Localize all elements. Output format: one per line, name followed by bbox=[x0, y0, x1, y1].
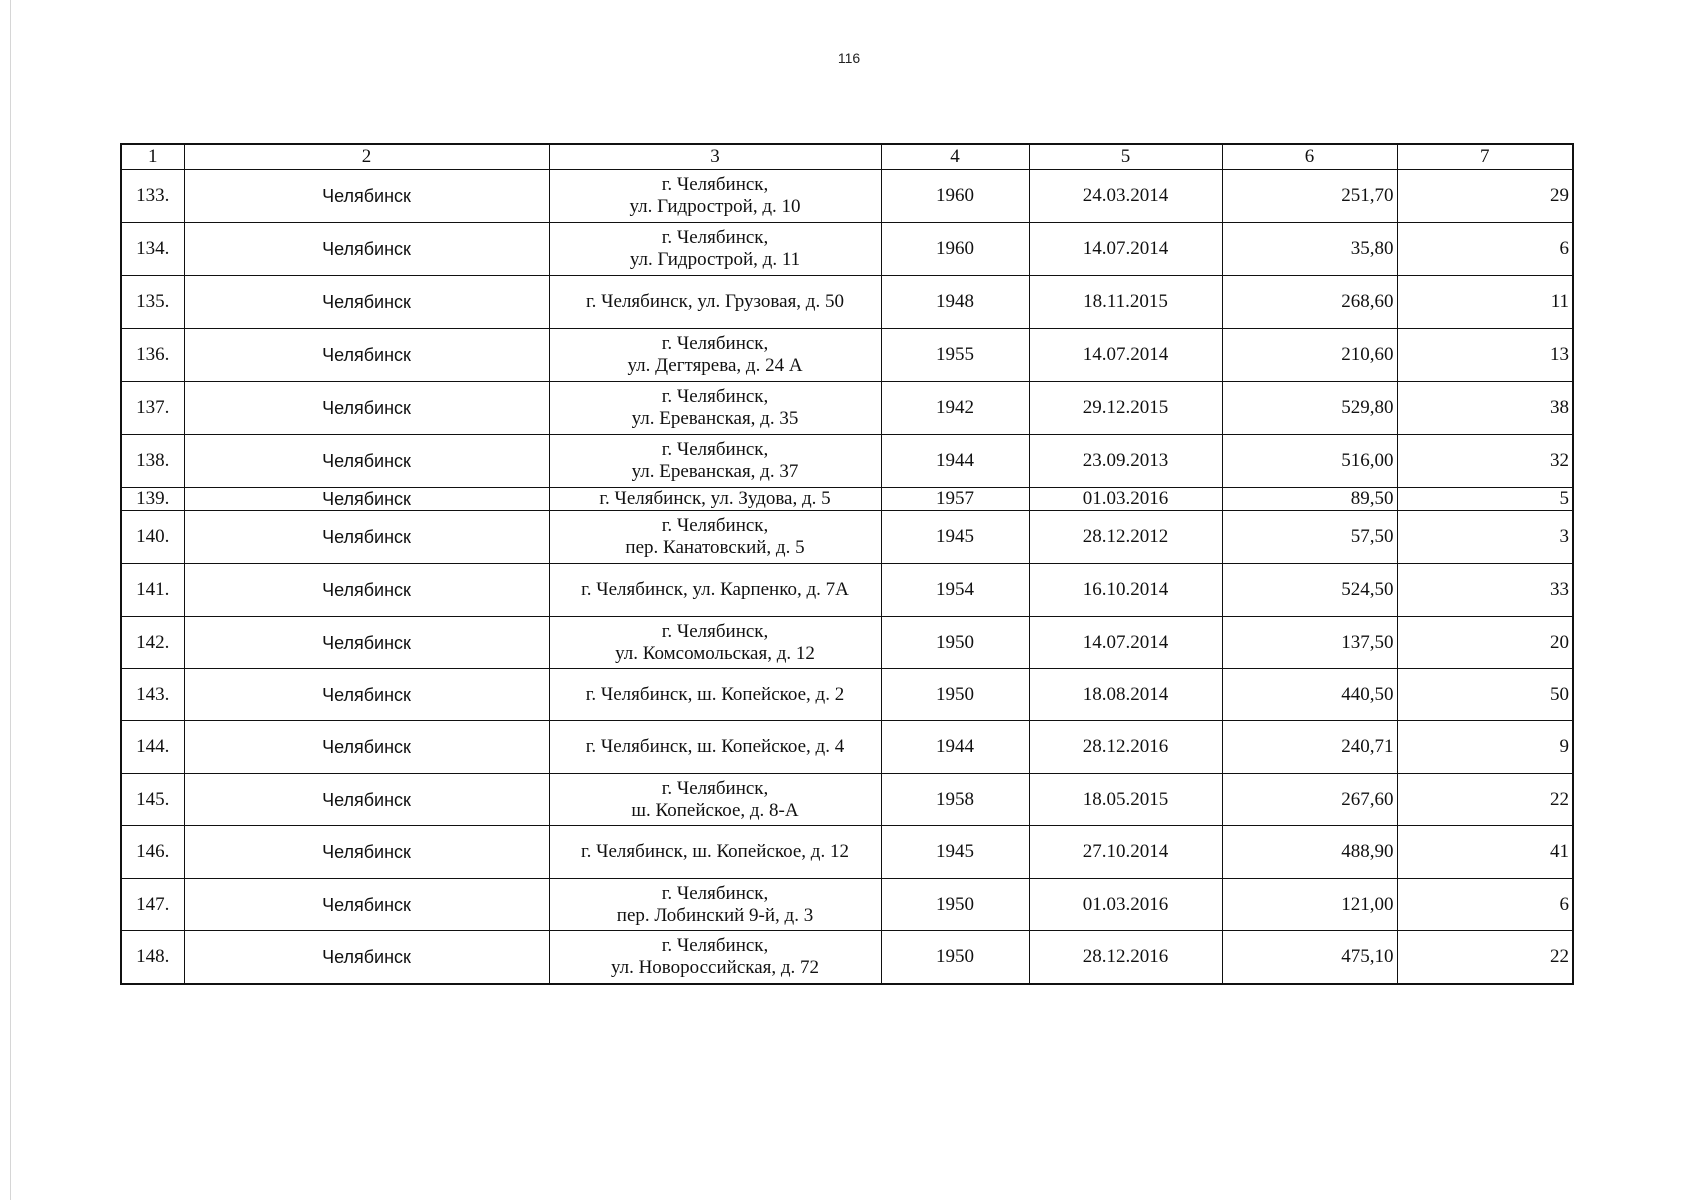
row-number-cell: 137. bbox=[121, 382, 184, 435]
row-number-cell: 139. bbox=[121, 488, 184, 511]
residents-count-cell: 29 bbox=[1397, 170, 1573, 223]
area-cell: 529,80 bbox=[1222, 382, 1397, 435]
residents-count-cell: 6 bbox=[1397, 879, 1573, 931]
area-cell: 137,50 bbox=[1222, 617, 1397, 669]
area-cell: 488,90 bbox=[1222, 826, 1397, 879]
area-cell: 89,50 bbox=[1222, 488, 1397, 511]
city-cell: Челябинск bbox=[184, 774, 549, 826]
housing-registry-table bbox=[120, 143, 1574, 985]
build-year-cell: 1958 bbox=[881, 774, 1029, 826]
build-year-cell: 1955 bbox=[881, 329, 1029, 382]
build-year-cell: 1960 bbox=[881, 223, 1029, 276]
date-cell: 14.07.2014 bbox=[1029, 617, 1222, 669]
table-row bbox=[121, 669, 1573, 721]
build-year-cell: 1944 bbox=[881, 721, 1029, 774]
column-header-6: 6 bbox=[1222, 144, 1397, 170]
column-header-7: 7 bbox=[1397, 144, 1573, 170]
address-cell: г. Челябинск, ул. Грузовая, д. 50 bbox=[549, 276, 881, 329]
address-cell: г. Челябинск, ул. Комсомольская, д. 12 bbox=[549, 617, 881, 669]
area-cell: 121,00 bbox=[1222, 879, 1397, 931]
date-cell: 28.12.2012 bbox=[1029, 511, 1222, 564]
city-cell: Челябинск bbox=[184, 276, 549, 329]
build-year-cell: 1945 bbox=[881, 826, 1029, 879]
address-cell: г. Челябинск, ул. Зудова, д. 5 bbox=[549, 488, 881, 511]
build-year-cell: 1950 bbox=[881, 617, 1029, 669]
table-row bbox=[121, 170, 1573, 223]
table-row bbox=[121, 617, 1573, 669]
date-cell: 18.11.2015 bbox=[1029, 276, 1222, 329]
row-number-cell: 133. bbox=[121, 170, 184, 223]
residents-count-cell: 11 bbox=[1397, 276, 1573, 329]
column-header-4: 4 bbox=[881, 144, 1029, 170]
date-cell: 23.09.2013 bbox=[1029, 435, 1222, 488]
city-cell: Челябинск bbox=[184, 382, 549, 435]
city-cell: Челябинск bbox=[184, 329, 549, 382]
date-cell: 16.10.2014 bbox=[1029, 564, 1222, 617]
city-cell: Челябинск bbox=[184, 617, 549, 669]
date-cell: 29.12.2015 bbox=[1029, 382, 1222, 435]
column-header-3: 3 bbox=[549, 144, 881, 170]
column-header-1: 1 bbox=[121, 144, 184, 170]
table-row bbox=[121, 435, 1573, 488]
area-cell: 475,10 bbox=[1222, 931, 1397, 985]
area-cell: 516,00 bbox=[1222, 435, 1397, 488]
area-cell: 57,50 bbox=[1222, 511, 1397, 564]
page-number: 116 bbox=[837, 50, 861, 66]
city-cell: Челябинск bbox=[184, 435, 549, 488]
address-cell: г. Челябинск, ул. Новороссийская, д. 72 bbox=[549, 931, 881, 985]
build-year-cell: 1954 bbox=[881, 564, 1029, 617]
address-cell: г. Челябинск, ул. Дегтярева, д. 24 А bbox=[549, 329, 881, 382]
build-year-cell: 1950 bbox=[881, 879, 1029, 931]
date-cell: 28.12.2016 bbox=[1029, 931, 1222, 985]
row-number-cell: 147. bbox=[121, 879, 184, 931]
area-cell: 210,60 bbox=[1222, 329, 1397, 382]
table-row bbox=[121, 511, 1573, 564]
area-cell: 268,60 bbox=[1222, 276, 1397, 329]
date-cell: 24.03.2014 bbox=[1029, 170, 1222, 223]
address-cell: г. Челябинск, ул. Ереванская, д. 37 bbox=[549, 435, 881, 488]
address-cell: г. Челябинск, ул. Гидрострой, д. 10 bbox=[549, 170, 881, 223]
address-cell: г. Челябинск, ш. Копейское, д. 4 bbox=[549, 721, 881, 774]
date-cell: 01.03.2016 bbox=[1029, 488, 1222, 511]
residents-count-cell: 50 bbox=[1397, 669, 1573, 721]
area-cell: 251,70 bbox=[1222, 170, 1397, 223]
table-row bbox=[121, 382, 1573, 435]
residents-count-cell: 33 bbox=[1397, 564, 1573, 617]
table-row bbox=[121, 488, 1573, 511]
row-number-cell: 144. bbox=[121, 721, 184, 774]
address-cell: г. Челябинск, пер. Лобинский 9-й, д. 3 bbox=[549, 879, 881, 931]
date-cell: 14.07.2014 bbox=[1029, 329, 1222, 382]
table-row bbox=[121, 826, 1573, 879]
residents-count-cell: 6 bbox=[1397, 223, 1573, 276]
build-year-cell: 1950 bbox=[881, 931, 1029, 985]
row-number-cell: 135. bbox=[121, 276, 184, 329]
address-cell: г. Челябинск, ш. Копейское, д. 2 bbox=[549, 669, 881, 721]
city-cell: Челябинск bbox=[184, 721, 549, 774]
column-header-5: 5 bbox=[1029, 144, 1222, 170]
row-number-cell: 134. bbox=[121, 223, 184, 276]
date-cell: 01.03.2016 bbox=[1029, 879, 1222, 931]
date-cell: 18.08.2014 bbox=[1029, 669, 1222, 721]
row-number-cell: 138. bbox=[121, 435, 184, 488]
city-cell: Челябинск bbox=[184, 879, 549, 931]
build-year-cell: 1942 bbox=[881, 382, 1029, 435]
column-header-2: 2 bbox=[184, 144, 549, 170]
date-cell: 28.12.2016 bbox=[1029, 721, 1222, 774]
residents-count-cell: 22 bbox=[1397, 774, 1573, 826]
address-cell: г. Челябинск, ш. Копейское, д. 8-А bbox=[549, 774, 881, 826]
build-year-cell: 1950 bbox=[881, 669, 1029, 721]
city-cell: Челябинск bbox=[184, 488, 549, 511]
area-cell: 35,80 bbox=[1222, 223, 1397, 276]
row-number-cell: 142. bbox=[121, 617, 184, 669]
address-cell: г. Челябинск, пер. Канатовский, д. 5 bbox=[549, 511, 881, 564]
build-year-cell: 1944 bbox=[881, 435, 1029, 488]
address-cell: г. Челябинск, ул. Гидрострой, д. 11 bbox=[549, 223, 881, 276]
date-cell: 18.05.2015 bbox=[1029, 774, 1222, 826]
table-row bbox=[121, 276, 1573, 329]
table-row bbox=[121, 721, 1573, 774]
city-cell: Челябинск bbox=[184, 669, 549, 721]
row-number-cell: 140. bbox=[121, 511, 184, 564]
residents-count-cell: 22 bbox=[1397, 931, 1573, 985]
residents-count-cell: 9 bbox=[1397, 721, 1573, 774]
scan-edge-line bbox=[10, 0, 11, 1200]
row-number-cell: 146. bbox=[121, 826, 184, 879]
row-number-cell: 136. bbox=[121, 329, 184, 382]
row-number-cell: 148. bbox=[121, 931, 184, 985]
residents-count-cell: 41 bbox=[1397, 826, 1573, 879]
row-number-cell: 145. bbox=[121, 774, 184, 826]
city-cell: Челябинск bbox=[184, 564, 549, 617]
residents-count-cell: 3 bbox=[1397, 511, 1573, 564]
city-cell: Челябинск bbox=[184, 223, 549, 276]
build-year-cell: 1945 bbox=[881, 511, 1029, 564]
table-row bbox=[121, 329, 1573, 382]
table-row bbox=[121, 931, 1573, 985]
area-cell: 240,71 bbox=[1222, 721, 1397, 774]
table-row bbox=[121, 223, 1573, 276]
build-year-cell: 1948 bbox=[881, 276, 1029, 329]
row-number-cell: 143. bbox=[121, 669, 184, 721]
area-cell: 524,50 bbox=[1222, 564, 1397, 617]
address-cell: г. Челябинск, ул. Ереванская, д. 35 bbox=[549, 382, 881, 435]
table-row bbox=[121, 879, 1573, 931]
residents-count-cell: 32 bbox=[1397, 435, 1573, 488]
area-cell: 267,60 bbox=[1222, 774, 1397, 826]
date-cell: 14.07.2014 bbox=[1029, 223, 1222, 276]
city-cell: Челябинск bbox=[184, 170, 549, 223]
residents-count-cell: 38 bbox=[1397, 382, 1573, 435]
residents-count-cell: 20 bbox=[1397, 617, 1573, 669]
row-number-cell: 141. bbox=[121, 564, 184, 617]
date-cell: 27.10.2014 bbox=[1029, 826, 1222, 879]
address-cell: г. Челябинск, ш. Копейское, д. 12 bbox=[549, 826, 881, 879]
residents-count-cell: 5 bbox=[1397, 488, 1573, 511]
build-year-cell: 1960 bbox=[881, 170, 1029, 223]
area-cell: 440,50 bbox=[1222, 669, 1397, 721]
table-body bbox=[121, 170, 1573, 985]
build-year-cell: 1957 bbox=[881, 488, 1029, 511]
city-cell: Челябинск bbox=[184, 511, 549, 564]
city-cell: Челябинск bbox=[184, 931, 549, 985]
address-cell: г. Челябинск, ул. Карпенко, д. 7А bbox=[549, 564, 881, 617]
table-row bbox=[121, 774, 1573, 826]
city-cell: Челябинск bbox=[184, 826, 549, 879]
column-number-row bbox=[121, 144, 1573, 170]
residents-count-cell: 13 bbox=[1397, 329, 1573, 382]
table-row bbox=[121, 564, 1573, 617]
